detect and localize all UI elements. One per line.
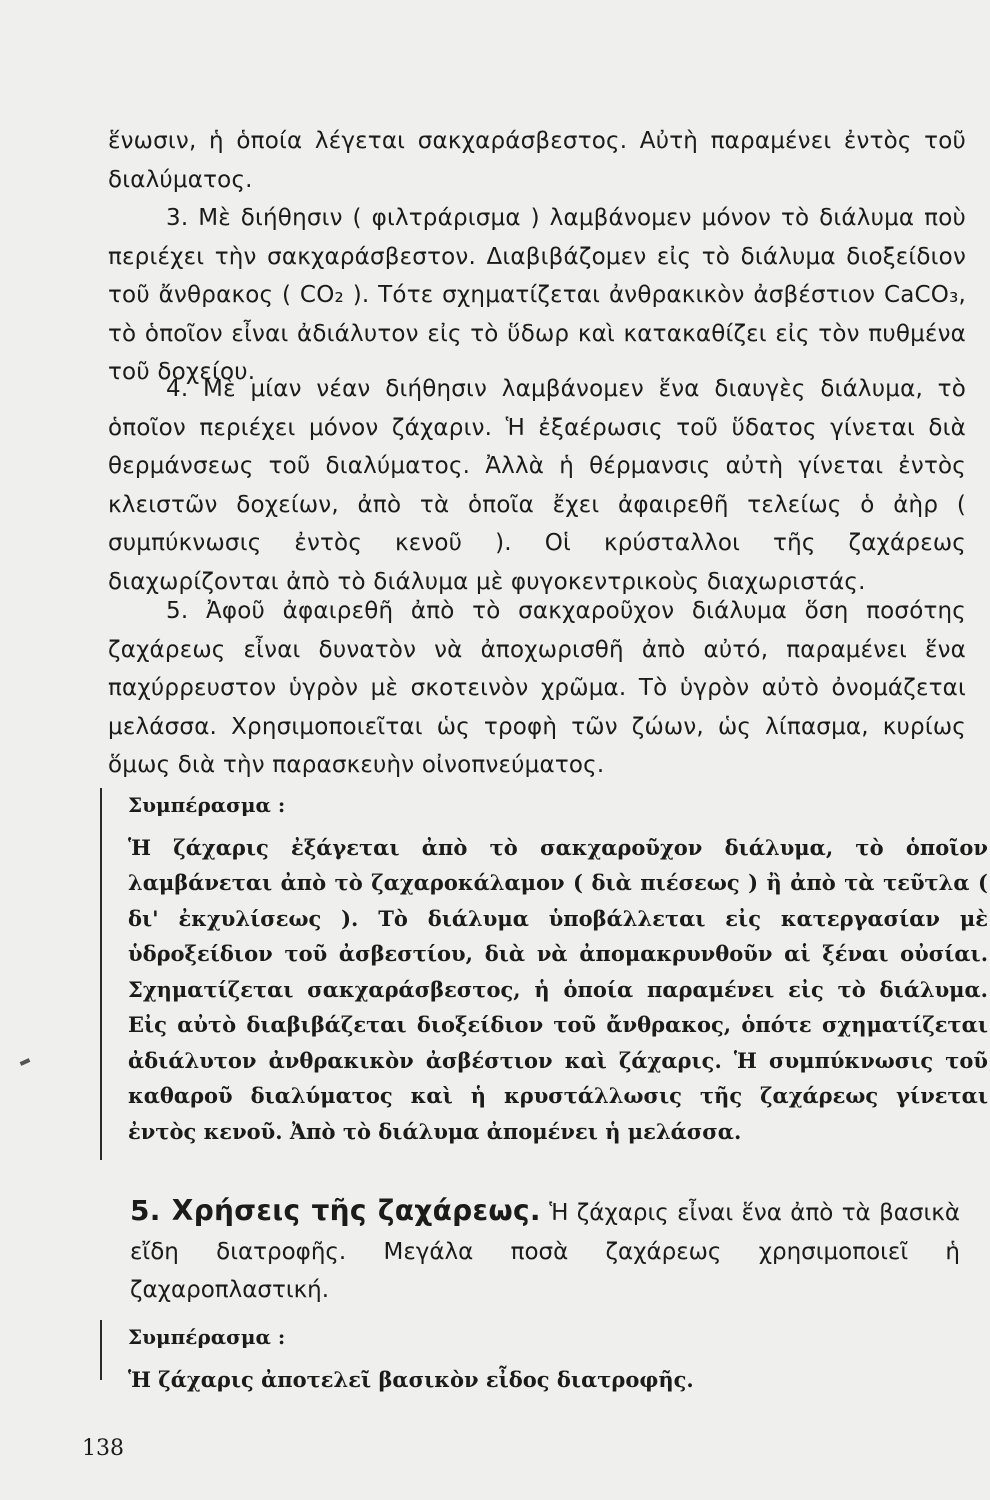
page-number: 138	[82, 1436, 124, 1461]
paragraph-text: ἕνωσιν, ἡ ὁποία λέγεται σακχαράσβεστος. Αὐτὴ παραμένει ἐντὸς τοῦ διαλύματος.	[108, 128, 966, 193]
section-title: 5. Χρήσεις τῆς ζαχάρεως.	[130, 1194, 541, 1227]
section-text: Ἡ ζάχαρις εἶναι ἕνα ἀπὸ τὰ βασικὰ εἴδη διατροφῆς. Μεγάλα ποσὰ ζαχάρεως χρησιμοποιεῖ ἡ ζαχαροπλαστική.	[130, 1200, 960, 1303]
conclusion-text: Ἡ ζάχαρις ἀποτελεῖ βασικὸν εἶδος διατροφῆς.	[128, 1366, 694, 1392]
paragraph-continuation	[108, 122, 966, 199]
conclusion-heading: Συμπέρασμα :	[128, 793, 286, 817]
margin-mark	[20, 1058, 31, 1066]
paragraph-step-4	[108, 370, 966, 601]
conclusion-box-2	[100, 1320, 988, 1392]
conclusion-box	[100, 788, 988, 1160]
paragraph-text: 5. Ἀφοῦ ἀφαιρεθῆ ἀπὸ τὸ σακχαροῦχον διάλυμα ὅση ποσότης ζαχάρεως εἶναι δυνατὸν νὰ ἀποχωρισθῆ ἀπὸ αὐτό, παραμένει ἕνα παχύρρευστον ὑγρὸν μὲ σκοτεινὸν χρῶμα. Τὸ ὑγρὸν αὐτὸ ὀνομάζεται μελάσσα. Χρησιμοποιεῖται ὡς τροφὴ τῶν ζώων, ὡς λίπασμα, κυρίως ὅμως διὰ τὴν παρασκευὴν οἰνοπνεύματος.	[108, 598, 966, 778]
paragraph-text: 4. Μὲ μίαν νέαν διήθησιν λαμβάνομεν ἕνα διαυγὲς διάλυμα, τὸ ὁποῖον περιέχει μόνον ζάχαριν. Ἡ ἐξαέρωσις τοῦ ὕδατος γίνεται διὰ θερμάνσεως τοῦ διαλύματος. Ἀλλὰ ἡ θέρμανσις αὐτὴ γίνεται ἐντὸς κλειστῶν δοχείων, ἀπὸ τὰ ὁποῖα ἔχει ἀφαιρεθῆ τελείως ὁ ἀὴρ ( συμπύκνωσις ἐντὸς κενοῦ ). Οἱ κρύσταλλοι τῆς ζαχάρεως διαχωρίζονται ἀπὸ τὸ διάλυμα μὲ φυγοκεντρικοὺς διαχωριστάς.	[108, 376, 966, 595]
section-uses-of-sugar	[130, 1192, 960, 1310]
conclusion-text: Ἡ ζάχαρις ἐξάγεται ἀπὸ τὸ σακχαροῦχον διάλυμα, τὸ ὁποῖον λαμβάνεται ἀπὸ τὸ ζαχαροκάλαμον ( διὰ πιέσεως ) ἢ ἀπὸ τὰ τεῦτλα ( δι' ἐκχυλίσεως ). Τὸ διάλυμα ὑποβάλλεται εἰς κατεργασίαν μὲ ὑδροξείδιον τοῦ ἀσβεστίου, διὰ νὰ ἀπομακρυνθοῦν αἱ ξέναι οὐσίαι. Σχηματίζεται σακχαράσβεστος, ἡ ὁποία παραμένει εἰς τὸ διάλυμα. Εἰς αὐτὸ διαβιβάζεται διοξείδιον τοῦ ἄνθρακος, ὁπότε σχηματίζεται ἀδιάλυτον ἀνθρακικὸν ἀσβέστιον καὶ ζάχαρις. Ἡ συμπύκνωσις τοῦ καθαροῦ διαλύματος καὶ ἡ κρυστάλλωσις τῆς ζαχάρεως γίνεται ἐντὸς κενοῦ. Ἀπὸ τὸ διάλυμα ἀπομένει ἡ μελάσσα.	[128, 834, 988, 1144]
conclusion-heading: Συμπέρασμα :	[128, 1325, 286, 1349]
paragraph-step-3	[108, 199, 966, 392]
paragraph-text: 3. Μὲ διήθησιν ( φιλτράρισμα ) λαμβάνομεν μόνον τὸ διάλυμα ποὺ περιέχει τὴν σακχαράσβεστον. Διαβιβάζομεν εἰς τὸ διάλυμα διοξείδιον τοῦ ἄνθρακος ( CO₂ ). Τότε σχηματίζεται ἀνθρακικὸν ἀσβέστιον CaCO₃, τὸ ὁποῖον εἶναι ἀδιάλυτον εἰς τὸ ὕδωρ καὶ κατακαθίζει εἰς τὸν πυθμένα τοῦ δοχείου.	[108, 205, 966, 385]
paragraph-step-5	[108, 592, 966, 785]
